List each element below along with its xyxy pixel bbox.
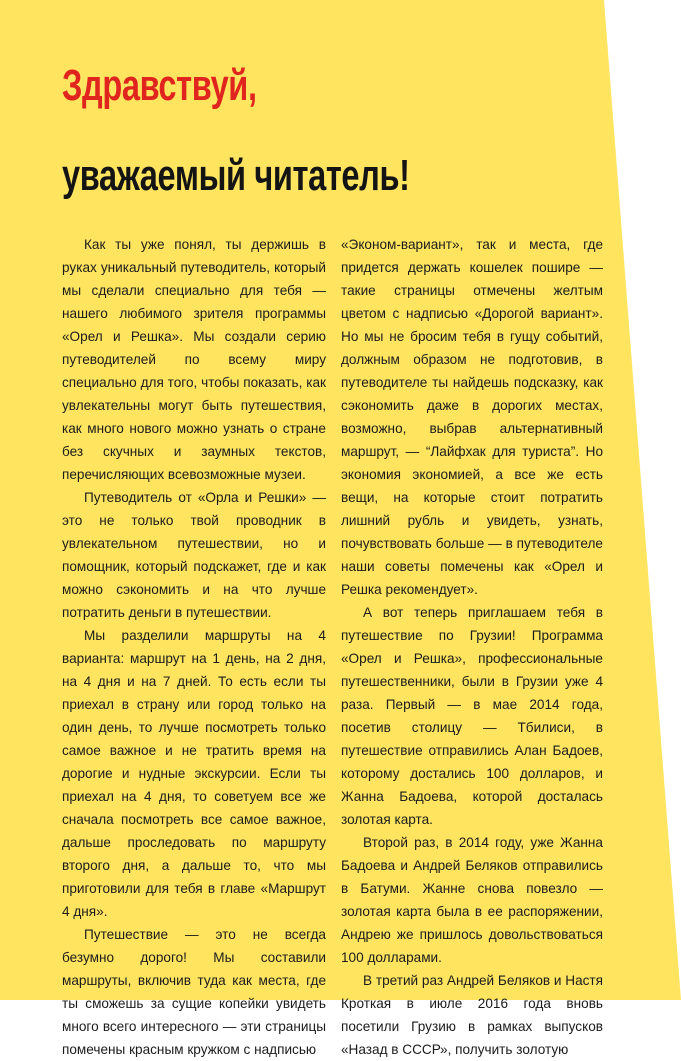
paragraph: Путеводитель от «Орла и Решки» — это не только твой проводник в увлекательном путешествии, но и помощник, который подскажет, где и как можно сэкономить и на что лучше потратить деньги в путешествии. (62, 490, 326, 620)
text-column-left (62, 233, 326, 1061)
text-column-right (341, 233, 603, 1061)
paragraph: А вот теперь приглашаем тебя в путешествие по Грузии! Программа «Орел и Решка», профессиональные путешественники, были в Грузии уже 4 раза. Первый — в мае 2014 года, посетив столицу — Тбилиси, в путешествие отправились Алан Бадоев, которому достались 100 долларов, и Жанна Бадоева, которой досталась золотая карта. (341, 605, 603, 827)
paragraph: Как ты уже понял, ты держишь в руках уникальный путеводитель, который мы сделали специально для тебя — нашего любимого зрителя программы «Орел и Решка». Мы создали серию путеводителей по всему миру специально для того, чтобы показать, как увлекательны могут быть путешествия, как много нового можно узнать о стране без скучных и заумных текстов, перечисляющих всевозможные музеи. (62, 237, 326, 482)
paragraph: «Эконом-вариант», так и места, где придется держать кошелек пошире — такие страницы отмечены желтым цветом с надписью «Дорогой вариант». Но мы не бросим тебя в гущу событий, должным образом не подготовив, в путеводителе ты найдешь подсказку, как сэкономить даже в дорогих местах, возможно, выбрав альтернативный маршрут, — “Лайфхак для туриста”. Но экономия экономией, а все же есть вещи, на которые стоит потратить лишний рубль и увидеть, узнать, почувствовать больше — в путеводителе наши советы помечены как «Орел и Решка рекомендует». (341, 237, 603, 597)
paragraph: Второй раз, в 2014 году, уже Жанна Бадоева и Андрей Беляков отправились в Батуми. Жанне снова повезло — золотая карта была в ее распоряжении, Андрею же пришлось довольствоваться 100 долларами. (341, 835, 603, 965)
paragraph: Мы разделили маршруты на 4 варианта: маршрут на 1 день, на 2 дня, на 4 дня и на 7 дней. То есть если ты приехал в страну или город только на один день, то лучше посмотреть только самое важное и не тратить время на дорогие и нудные экскурсии. Если ты приехал на 4 дня, то советуем все же сначала посмотреть все самое важное, дальше проследовать по маршруту второго дня, а дальше то, что мы приготовили для тебя в главе «Маршрут 4 дня». (62, 628, 326, 919)
paragraph: Путешествие — это не всегда безумно дорого! Мы составили маршруты, включив туда как места, где ты сможешь за сущие копейки увидеть много всего интересного — эти страницы помечены красным кружком с надписью (62, 927, 326, 1057)
paragraph: В третий раз Андрей Беляков и Настя Кроткая в июле 2016 года вновь посетили Грузию в рамках выпусков «Назад в СССР», получить золотую (341, 973, 604, 1057)
page-title-line-1: Здравствуй, (62, 61, 257, 110)
page-title-line-2: уважаемый читатель! (62, 151, 410, 200)
